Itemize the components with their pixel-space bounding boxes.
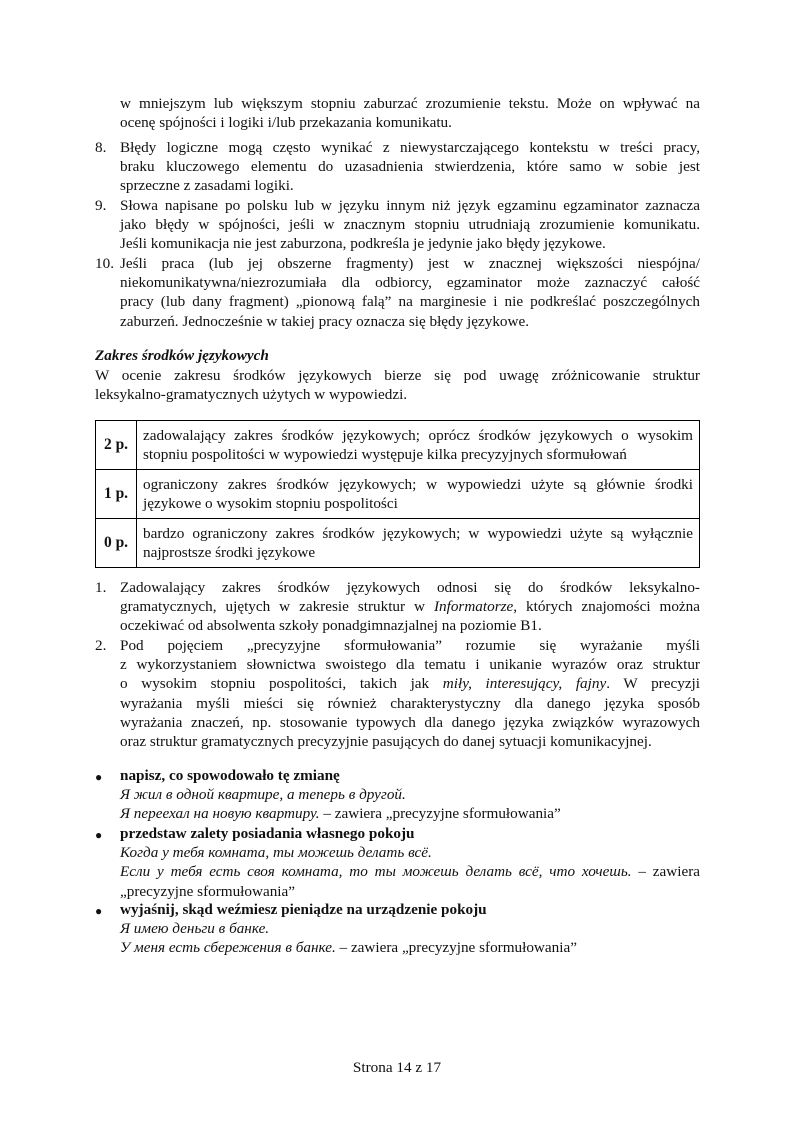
continuation-paragraph: w mniejszym lub większym stopniu zaburzać zrozumienie tekstu. Może on wpływać na ocenę spójności i logiki i/lub przekazania komunikatu. — [120, 95, 700, 132]
list-item: Błędy logiczne mogą często wynikać z niewystarczającego kontekstu w treści pracy, braku kluczowego elementu do uzasadnienia stwierdzenia, które samo w sobie jest sprzeczne z zasadami logiki. — [120, 139, 700, 195]
table-row — [96, 421, 700, 470]
bullet-icon: ● — [95, 770, 103, 784]
description-cell: ograniczony zakres środków językowych; w wypowiedzi użyte są głównie środki językowe o wysokim stopniu pospolitości — [137, 470, 700, 519]
list-number: 1. — [95, 579, 107, 596]
list-number: 10. — [95, 255, 114, 272]
bullet-item: wyjaśnij, skąd weźmiesz pieniądze na urządzenie pokoju Я имею деньги в банке. У меня есть сбережения в банке. – zawiera „precyzyjne sformułowania” — [120, 901, 577, 957]
section-intro: W ocenie zakresu środków językowych bierze się pod uwagę zróżnicowanie struktur leksykalno-gramatycznych użytych w wypowiedzi. — [95, 367, 700, 404]
table-row — [96, 470, 700, 519]
list-number: 8. — [95, 139, 107, 156]
description-cell: bardzo ograniczony zakres środków językowych; w wypowiedzi użyte są wyłącznie najprostsze środki językowe — [137, 519, 700, 568]
page-number-footer: Strona 14 z 17 — [352, 1059, 442, 1076]
list-number: 2. — [95, 637, 107, 654]
points-cell: 0 p. — [96, 519, 137, 568]
points-cell: 2 p. — [96, 421, 137, 470]
table-row — [96, 519, 700, 568]
bullet-item: przedstaw zalety posiadania własnego pokoju Когда у тебя комната, ты можешь делать всё. Если у тебя есть своя комната, то ты можешь делать всё, что хочешь. – zawiera „precyzyjne sformułowania” — [120, 825, 700, 900]
list-item: Jeśli praca (lub jej obszerne fragmenty) jest w znacznej większości niespójna/ niekomunikatywna/niezrozumiała dla odbiorcy, egzaminator może zaznaczyć całość pracy (lub dany fragment) „pionową falą” na marginesie i nie podkreślać poszczególnych zaburzeń. Jednocześnie w takiej pracy oznacza się błędy językowe. — [120, 255, 700, 330]
list-item: Pod pojęciem „precyzyjne sformułowania” rozumie się wyrażanie myśli z wykorzystaniem słownictwa swoistego dla tematu i unikanie wyrazów oraz struktur o wysokim stopniu pospolitości, takich jak miły, interesujący, fajny. W precyzji wyrażania myśli mieści się również charakterystyczny dla danego języka sposób wyrażania znaczeń, np. stosowanie typowych dla danego języka związków wyrazowych oraz struktur gramatycznych precyzyjnie pasujących do danej sytuacji komunikacyjnej. — [120, 637, 700, 751]
description-cell: zadowalający zakres środków językowych; oprócz środków językowych o wysokim stopniu pospolitości w wypowiedzi występuje kilka precyzyjnych sformułowań — [137, 421, 700, 470]
bullet-icon: ● — [95, 904, 103, 918]
list-item: Słowa napisane po polsku lub w języku innym niż język egzaminu egzaminator zaznacza jako błędy w spójności, jeśli w znacznym stopniu utrudniają zrozumienie komunikatu. Jeśli komunikacja nie jest zaburzona, podkreśla je jedynie jako błędy językowe. — [120, 197, 700, 253]
list-number: 9. — [95, 197, 107, 214]
section-heading: Zakres środków językowych — [95, 347, 269, 364]
bullet-item: napisz, co spowodowało tę zmianę Я жил в одной квартире, а теперь в другой. Я переехал на новую квартиру. – zawiera „precyzyjne sformułowania” — [120, 767, 561, 823]
bullet-icon: ● — [95, 828, 103, 842]
list-item: Zadowalający zakres środków językowych odnosi się do środków leksykalno- gramatycznych, ujętych w zakresie struktur w Informatorze, których znajomości można oczekiwać od absolwenta szkoły ponadgimnazjalnej na poziomie B1. — [120, 579, 700, 635]
points-cell: 1 p. — [96, 470, 137, 519]
scoring-table — [95, 420, 700, 568]
